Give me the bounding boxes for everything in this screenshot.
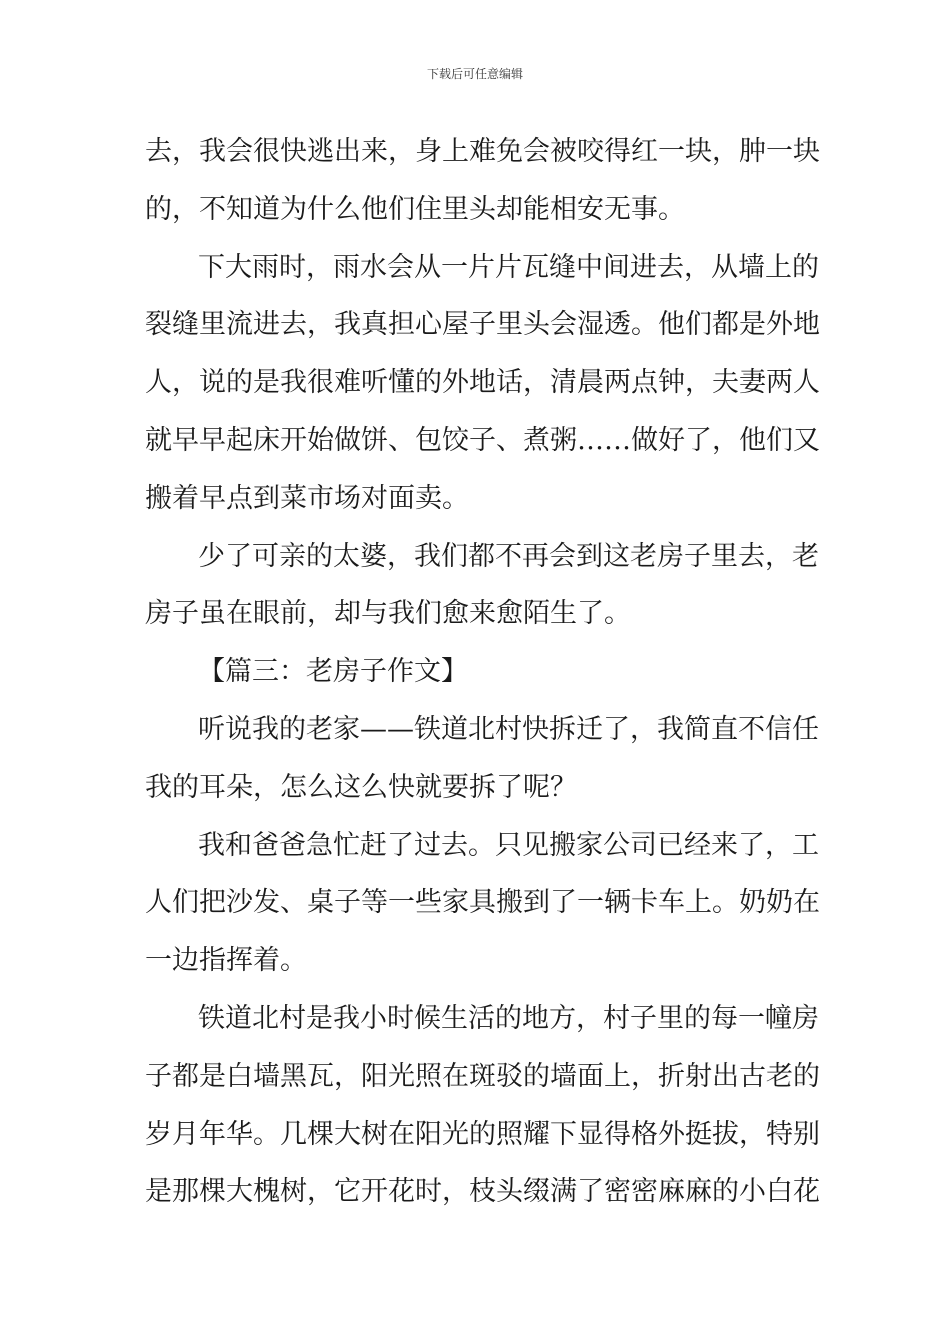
text-line: 【篇三：老房子作文】 bbox=[198, 656, 468, 687]
text-line: 我和爸爸急忙赶了过去。只见搬家公司已经来了，工 bbox=[198, 830, 819, 861]
text-line: 的，不知道为什么他们住里头却能相安无事。 bbox=[145, 194, 685, 225]
page-header: 下载后可任意编辑 bbox=[426, 67, 523, 81]
text-line: 子都是白墙黑瓦，阳光照在斑驳的墙面上，折射出古老的 bbox=[145, 1061, 820, 1092]
text-line: 就早早起床开始做饼、包饺子、煮粥……做好了，他们又 bbox=[145, 425, 820, 456]
text-line: 人，说的是我很难听懂的外地话，清晨两点钟，夫妻两人 bbox=[145, 367, 820, 398]
text-line: 一边指挥着。 bbox=[145, 945, 307, 976]
text-line: 少了可亲的太婆，我们都不再会到这老房子里去，老 bbox=[198, 541, 819, 572]
text-line: 房子虽在眼前，却与我们愈来愈陌生了。 bbox=[145, 598, 631, 629]
text-line: 我的耳朵，怎么这么快就要拆了呢？ bbox=[145, 772, 577, 803]
text-line: 听说我的老家——铁道北村快拆迁了，我简直不信任 bbox=[198, 714, 819, 745]
text-line: 下大雨时，雨水会从一片片瓦缝中间进去，从墙上的 bbox=[198, 252, 819, 283]
text-line: 岁月年华。几棵大树在阳光的照耀下显得格外挺拔，特别 bbox=[145, 1119, 820, 1150]
text-line: 去，我会很快逃出来，身上难免会被咬得红一块，肿一块 bbox=[145, 136, 820, 167]
text-line: 铁道北村是我小时候生活的地方，村子里的每一幢房 bbox=[198, 1003, 819, 1034]
text-line: 是那棵大槐树，它开花时，枝头缀满了密密麻麻的小白花 bbox=[145, 1176, 820, 1207]
text-line: 搬着早点到菜市场对面卖。 bbox=[145, 483, 469, 514]
text-line: 裂缝里流进去，我真担心屋子里头会湿透。他们都是外地 bbox=[145, 309, 820, 340]
text-line: 人们把沙发、桌子等一些家具搬到了一辆卡车上。奶奶在 bbox=[145, 887, 820, 918]
